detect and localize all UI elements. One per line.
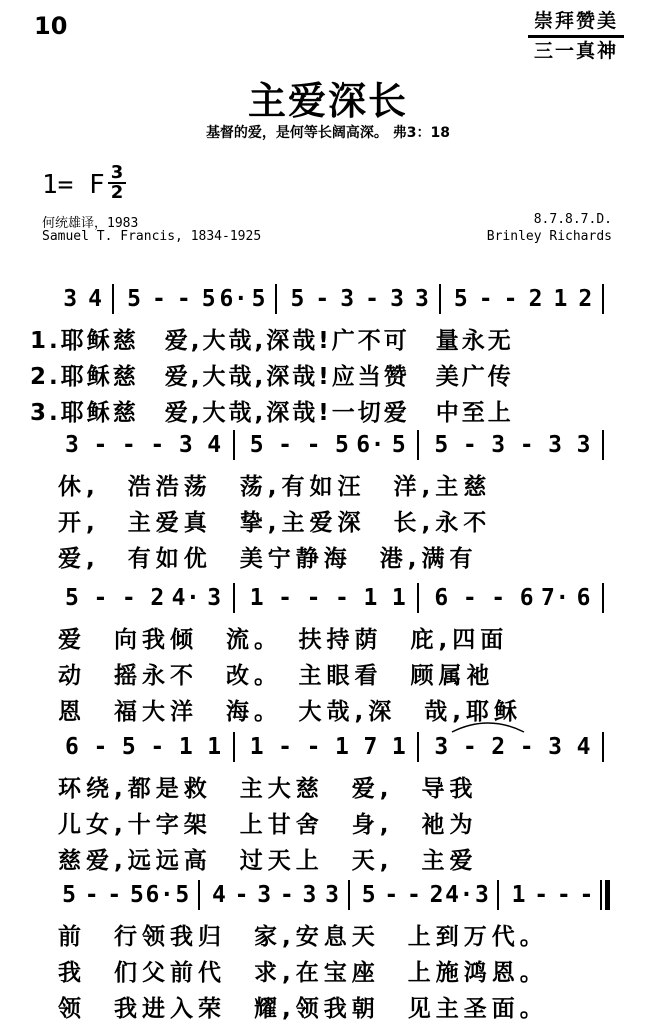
note: 2 <box>150 585 165 611</box>
hold-dash: - <box>150 734 165 760</box>
note: 4· <box>171 585 201 611</box>
note: 1 <box>511 882 526 908</box>
note: 1 <box>391 585 407 611</box>
hold-dash: - <box>121 432 137 458</box>
note: 5 <box>127 286 142 312</box>
composer-credit: Brinley Richards <box>486 229 612 244</box>
note: 5 <box>65 585 80 611</box>
note: 3 <box>302 882 317 908</box>
hold-dash: - <box>384 882 399 908</box>
lyricist-credit: Samuel T. Francis, 1834-1925 <box>42 229 262 244</box>
category-label-bottom: 三一真神 <box>533 40 618 62</box>
lyric-line-1: 休, 浩浩荡 荡,有如汪 洋,主慈 <box>58 474 492 500</box>
note: 3 <box>548 734 563 760</box>
lyric-line-3: 慈爱,远远高 过天上 天, 主爱 <box>58 848 478 874</box>
barline <box>439 284 441 314</box>
note: 3 <box>576 432 591 458</box>
hold-dash: - <box>407 882 422 908</box>
barline <box>497 880 499 910</box>
note: 5 <box>290 286 305 312</box>
barline <box>348 880 350 910</box>
scripture-verse: 基督的爱，是何等长阔高深。 弗3：18 <box>205 125 451 141</box>
lyric-line-3: 3.耶稣慈 爱,大哉,深哉!一切爱 中至上 <box>30 400 514 426</box>
note: 2 <box>578 286 593 312</box>
note: 3 <box>65 432 80 458</box>
notation-line <box>0 734 656 760</box>
lyric-line-1: 爱 向我倾 流。 扶持荫 庇,四面 <box>58 627 509 653</box>
note: 4 <box>88 286 103 312</box>
lyric-line-2: 动 摇永不 改。 主眼看 顾属祂 <box>58 663 495 689</box>
note: 5 <box>121 734 137 760</box>
barline <box>198 880 200 910</box>
note: 3 <box>474 882 490 908</box>
category-label-top: 崇拜赞美 <box>528 6 624 38</box>
hold-dash: - <box>176 286 192 312</box>
hymn-title: 主爱深长 <box>247 79 408 123</box>
lyric-line-2: 我 们父前代 求,在宝座 上施鸿恩。 <box>58 960 548 986</box>
hold-dash: - <box>478 286 494 312</box>
hold-dash: - <box>278 432 293 458</box>
note: 3 <box>548 432 563 458</box>
barline <box>602 583 604 613</box>
barline <box>417 583 419 613</box>
note: 3 <box>63 286 78 312</box>
note: 4 <box>207 432 222 458</box>
hold-dash: - <box>150 432 165 458</box>
note: 7· <box>540 585 570 611</box>
hold-dash: - <box>306 432 321 458</box>
hold-dash: - <box>556 882 572 908</box>
hold-dash: - <box>278 734 293 760</box>
note: 5 <box>361 882 377 908</box>
lyric-line-2: 儿女,十字架 上甘舍 身, 祂为 <box>58 812 478 838</box>
note: 3 <box>207 585 222 611</box>
hold-dash: - <box>335 585 350 611</box>
barline <box>602 732 604 762</box>
hold-dash: - <box>93 734 108 760</box>
notation-line <box>0 432 656 458</box>
hold-dash: - <box>84 882 100 908</box>
note: 2 <box>491 734 506 760</box>
hold-dash: - <box>279 882 295 908</box>
note: 1 <box>553 286 568 312</box>
note: 4 <box>211 882 227 908</box>
lyric-line-2: 2.耶稣慈 爱,大哉,深哉!应当赞 美广传 <box>30 364 514 390</box>
barline <box>602 430 604 460</box>
lyric-line-1: 前 行领我归 家,安息天 上到万代。 <box>58 924 548 950</box>
note: 2 <box>528 286 543 312</box>
hold-dash: - <box>519 432 535 458</box>
note: 4· <box>445 882 474 908</box>
hold-dash: - <box>519 734 535 760</box>
time-signature-top: 3 <box>108 164 126 184</box>
hold-dash: - <box>365 286 380 312</box>
note: 5 <box>251 286 266 312</box>
note: 3 <box>434 734 449 760</box>
note: 1 <box>249 734 265 760</box>
barline <box>233 430 235 460</box>
note: 1 <box>178 734 194 760</box>
barline <box>112 284 114 314</box>
note: 6· <box>356 432 385 458</box>
note: 5 <box>335 432 350 458</box>
final-barline-thick <box>605 880 610 910</box>
hold-dash: - <box>151 286 167 312</box>
lyric-line-3: 爱, 有如优 美宁静海 港,满有 <box>58 546 478 572</box>
time-signature <box>108 164 126 202</box>
note: 6· <box>219 286 249 312</box>
meter-label: 8.7.8.7.D. <box>533 212 612 227</box>
note: 3 <box>390 286 405 312</box>
note: 3 <box>325 882 340 908</box>
note: 5 <box>175 882 190 908</box>
final-barline-thin <box>600 880 602 910</box>
note: 5 <box>249 432 265 458</box>
note: 3 <box>257 882 272 908</box>
lyric-line-3: 领 我进入荣 耀,领我朝 见主圣面。 <box>58 996 548 1022</box>
notation-line <box>0 882 656 908</box>
hold-dash: - <box>93 432 108 458</box>
hold-dash: - <box>234 882 249 908</box>
translator-credit: 何统雄译，1983 <box>42 216 139 231</box>
hold-dash: - <box>315 286 330 312</box>
lyric-line-1: 1.耶稣慈 爱,大哉,深哉!广不可 量永无 <box>30 328 514 354</box>
hold-dash: - <box>462 432 478 458</box>
hold-dash: - <box>462 585 478 611</box>
note: 1 <box>207 734 222 760</box>
barline <box>233 583 235 613</box>
note: 6 <box>519 585 535 611</box>
barline <box>233 732 235 762</box>
barline <box>275 284 277 314</box>
lyric-line-1: 环绕,都是救 主大慈 爱, 导我 <box>58 776 478 802</box>
notation-line <box>0 286 656 312</box>
note: 6 <box>65 734 80 760</box>
note: 1 <box>249 585 265 611</box>
hold-dash: - <box>462 734 478 760</box>
note: 2 <box>429 882 445 908</box>
note: 4 <box>576 734 591 760</box>
slur-mark <box>448 718 528 734</box>
note: 5 <box>201 286 217 312</box>
time-signature-bottom: 2 <box>110 182 124 203</box>
hold-dash: - <box>306 585 321 611</box>
hold-dash: - <box>579 882 594 908</box>
hold-dash: - <box>278 585 293 611</box>
note: 6 <box>434 585 449 611</box>
page-number: 10 <box>34 12 68 40</box>
note: 3 <box>491 432 506 458</box>
lyric-line-2: 开, 主爱真 挚,主爱深 长,永不 <box>58 510 492 536</box>
note: 1 <box>363 585 378 611</box>
key-signature: 1= F <box>42 170 105 200</box>
note: 5 <box>130 882 145 908</box>
hold-dash: - <box>491 585 506 611</box>
barline <box>417 430 419 460</box>
hold-dash: - <box>534 882 549 908</box>
note: 6· <box>145 882 175 908</box>
lyric-line-3: 恩 福大洋 海。 大哉,深 哉,耶稣 <box>58 699 522 725</box>
hold-dash: - <box>503 286 519 312</box>
note: 1 <box>335 734 350 760</box>
hold-dash: - <box>306 734 321 760</box>
hold-dash: - <box>93 585 108 611</box>
note: 5 <box>453 286 469 312</box>
note: 1 <box>391 734 407 760</box>
note: 7 <box>363 734 378 760</box>
note: 3 <box>178 432 194 458</box>
hold-dash: - <box>121 585 137 611</box>
hold-dash: - <box>107 882 122 908</box>
note: 5 <box>62 882 77 908</box>
barline <box>602 284 604 314</box>
barline <box>417 732 419 762</box>
note: 3 <box>340 286 355 312</box>
note: 6 <box>576 585 591 611</box>
note: 5 <box>391 432 407 458</box>
note: 3 <box>414 286 430 312</box>
notation-line <box>0 585 656 611</box>
note: 5 <box>434 432 449 458</box>
